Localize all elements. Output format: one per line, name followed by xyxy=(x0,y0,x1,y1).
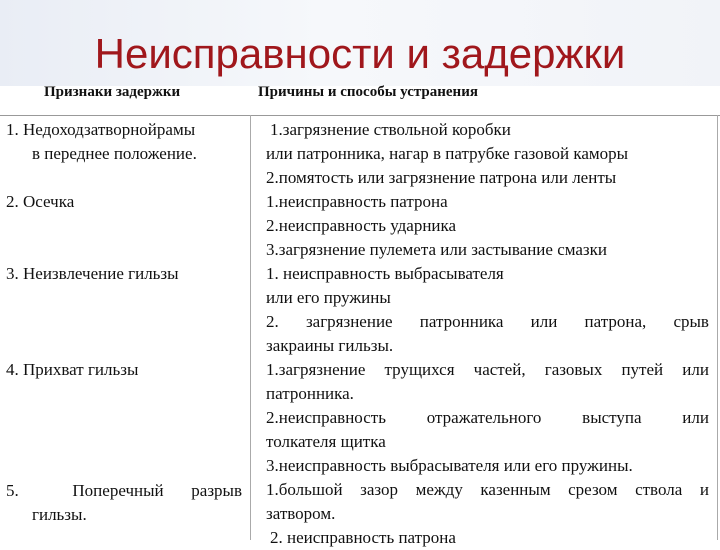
list-item-text: 1. Недоходзатворнойрамы xyxy=(6,120,196,139)
word: срезом xyxy=(568,480,618,499)
word: 1.загрязнение xyxy=(266,360,366,379)
table-column-divider xyxy=(250,115,251,540)
list-item-5 xyxy=(6,479,242,527)
list-item-3 xyxy=(6,262,179,286)
table-right-border xyxy=(717,115,718,540)
word: путей xyxy=(621,360,664,379)
cause-line: 1. неисправность выбрасывателя xyxy=(266,264,504,283)
list-item-number: 5. xyxy=(6,481,19,500)
word: зазор xyxy=(360,480,399,499)
list-item-text: 4. Прихват гильзы xyxy=(6,360,139,379)
slide-title: Неисправности и задержки xyxy=(94,30,626,77)
cause-line: 2.неисправность ударника xyxy=(266,216,457,235)
cause-line: закраины гильзы. xyxy=(266,336,394,355)
table-header-divider xyxy=(0,115,720,116)
word: или xyxy=(682,408,709,427)
word: отражательного xyxy=(426,408,542,427)
word: газовых xyxy=(544,360,603,379)
word: или xyxy=(682,360,709,379)
cause-line: или его пружины xyxy=(266,288,391,307)
list-item-1 xyxy=(6,118,197,166)
causes-column xyxy=(266,118,709,550)
cause-line: 1.неисправность патрона xyxy=(266,192,448,211)
cause-line xyxy=(266,478,709,502)
word: загрязнение xyxy=(305,312,393,331)
word: между xyxy=(415,480,463,499)
column-header-symptoms: Признаки задержки xyxy=(44,84,181,100)
list-item-text: Поперечный xyxy=(72,481,164,500)
cause-line: 3.загрязнение пулемета или застывание смазки xyxy=(266,240,607,259)
list-item-text: разрыв xyxy=(191,481,242,500)
word: патрона, xyxy=(584,312,647,331)
list-item-text: в переднее положение. xyxy=(32,144,197,163)
cause-line: или патронника, нагар в патрубке газовой каморы xyxy=(266,144,629,163)
cause-line: 2.помятость или загрязнение патрона или ленты xyxy=(266,168,617,187)
list-item-text: гильзы. xyxy=(32,505,87,524)
cause-line xyxy=(266,406,709,430)
cause-line xyxy=(266,310,709,334)
word: срыв xyxy=(673,312,709,331)
cause-line: затвором. xyxy=(266,504,336,523)
word: или xyxy=(530,312,558,331)
word: патронника xyxy=(419,312,504,331)
list-item-4 xyxy=(6,358,138,382)
cause-line: толкателя щитка xyxy=(266,432,386,451)
word: 1.большой xyxy=(266,480,343,499)
word: 2.неисправность xyxy=(266,408,386,427)
cause-line xyxy=(266,358,709,382)
word: выступа xyxy=(582,408,642,427)
column-header-causes: Причины и способы устранения xyxy=(258,84,478,100)
word: трущихся xyxy=(384,360,455,379)
word: 2. xyxy=(266,312,279,331)
list-item-text: 2. Осечка xyxy=(6,192,75,211)
list-item-text: 3. Неизвлечение гильзы xyxy=(6,264,179,283)
list-item-2 xyxy=(6,190,74,214)
cause-line: 3.неисправность выбрасывателя или его пружины. xyxy=(266,456,633,475)
word: и xyxy=(699,480,709,499)
cause-line: патронника. xyxy=(266,384,354,403)
word: казенным xyxy=(480,480,551,499)
word: частей, xyxy=(473,360,526,379)
cause-line: 2. неисправность патрона xyxy=(270,528,456,547)
word: ствола xyxy=(635,480,683,499)
cause-line: 1.загрязнение ствольной коробки xyxy=(270,120,511,139)
